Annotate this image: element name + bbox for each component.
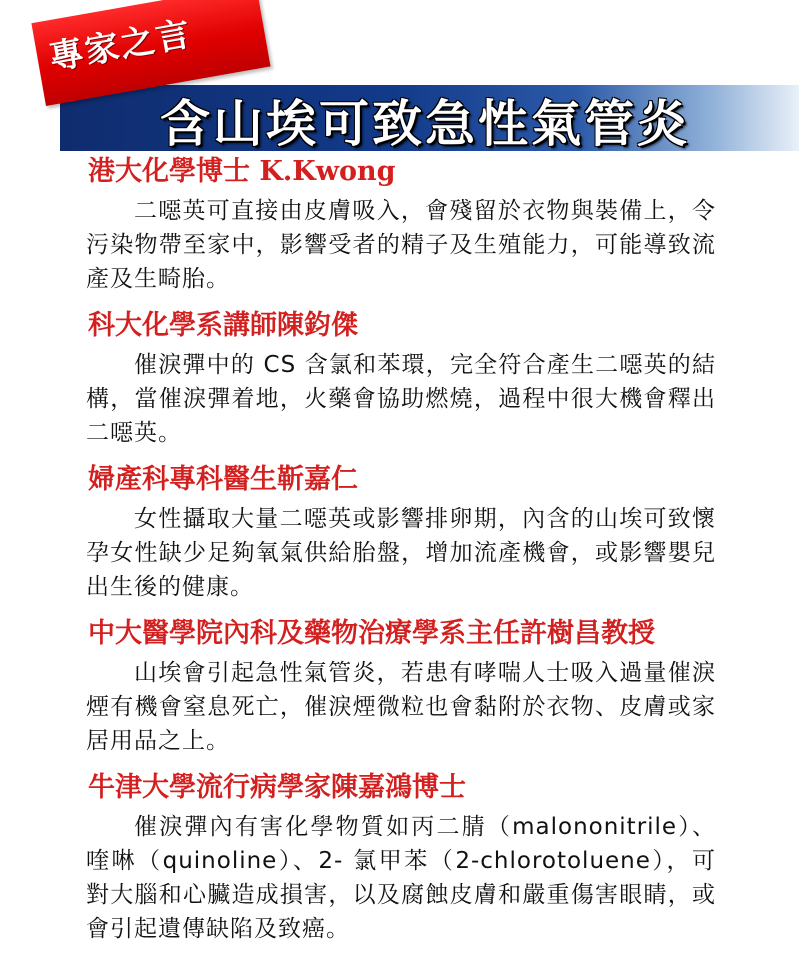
section-tag-label: 專家之言 <box>46 13 196 79</box>
expert-name: 婦產科專科醫生靳嘉仁 <box>88 464 358 495</box>
expert-name: 中大醫學院內科及藥物治療學系主任許樹昌教授 <box>88 618 655 649</box>
expert-name: 科大化學系講師陳鈞傑 <box>88 310 358 341</box>
expert-name: 牛津大學流行病學家陳嘉鴻博士 <box>88 772 466 803</box>
page-title: 含山埃可致急性氣管炎 <box>160 94 690 153</box>
expert-section <box>86 152 716 296</box>
expert-section <box>86 306 716 450</box>
expert-section <box>86 614 716 758</box>
expert-name: 港大化學博士 K.Kwong <box>88 156 396 187</box>
expert-section <box>86 768 716 946</box>
header <box>0 0 799 160</box>
expert-quote: 催淚彈中的 CS 含氯和苯環，完全符合產生二噁英的結構，當催淚彈着地，火藥會協助燃燒，過程中很大機會釋出二噁英。 <box>86 352 716 446</box>
expert-quote: 女性攝取大量二噁英或影響排卵期，內含的山埃可致懷孕女性缺少足夠氧氣供給胎盤，增加流產機會，或影響嬰兒出生後的健康。 <box>86 506 716 600</box>
expert-quote: 催淚彈內有害化學物質如丙二腈（malononitrile）、喹啉（quinoline）、2- 氯甲苯（2-chlorotoluene），可對大腦和心臟造成損害，以及腐蝕皮膚和嚴重傷害眼睛，或會引起遺傳缺陷及致癌。 <box>86 814 716 942</box>
expert-quote: 二噁英可直接由皮膚吸入，會殘留於衣物與裝備上，令污染物帶至家中，影響受者的精子及生殖能力，可能導致流產及生畸胎。 <box>86 198 716 292</box>
expert-quote: 山埃會引起急性氣管炎，若患有哮喘人士吸入過量催淚煙有機會窒息死亡，催淚煙微粒也會黏附於衣物、皮膚或家居用品之上。 <box>86 660 716 754</box>
expert-section <box>86 460 716 604</box>
article-body <box>86 152 716 956</box>
